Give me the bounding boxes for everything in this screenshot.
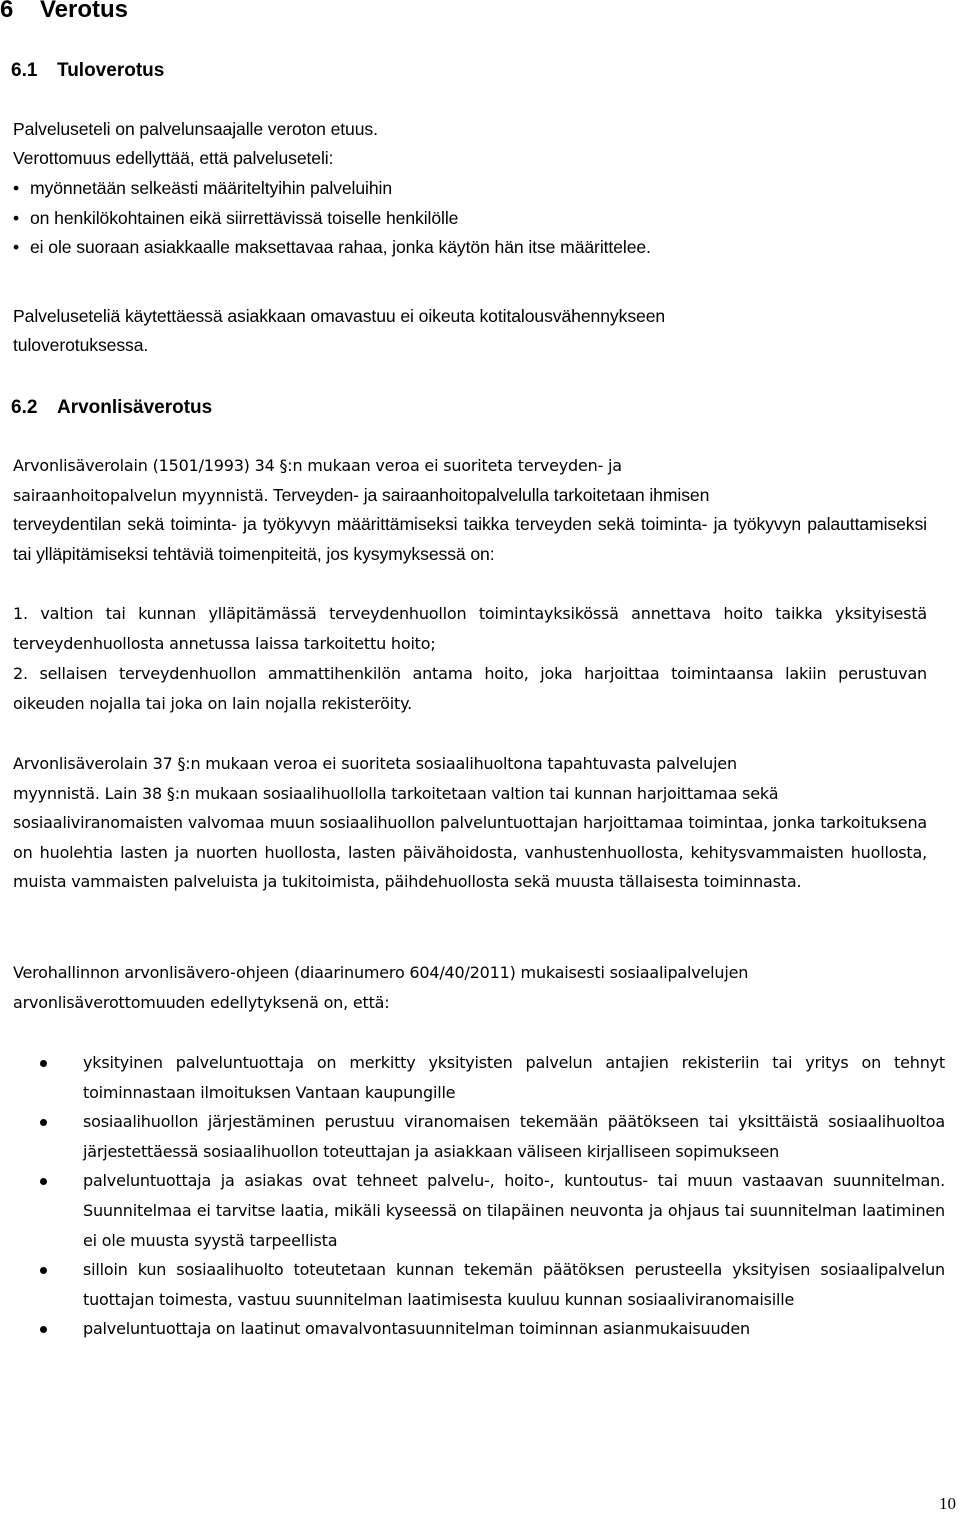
vat-social-paragraph (13, 749, 927, 897)
bullet-icon: • (13, 178, 20, 198)
section-title: Tuloverotus (57, 60, 165, 81)
vat-requirements-list (40, 1048, 945, 1344)
tax-exemption-conditions (13, 174, 651, 263)
list-item: sosiaalihuollon järjestäminen perustuu viranomaisen tekemään päätökseen tai yksittäistä sosiaalihuoltoa järjestettäessä sosiaalihuollon toteuttajan ja asiakkaan väliseen kirjalliseen sopimukseen (40, 1107, 945, 1166)
paragraph-line: Arvonlisäverolain 37 §:n mukaan veroa ei suoriteta sosiaalihuoltona tapahtuvasta palvelujen (13, 754, 737, 773)
bullet-icon (40, 1326, 47, 1333)
bullet-icon: • (13, 207, 20, 228)
bullet-icon (40, 1267, 47, 1274)
list-item: • on henkilökohtainen eikä siirrettävissä toiselle henkilölle (13, 204, 651, 234)
vat-health-paragraph (13, 451, 927, 569)
vat-guideline-paragraph: Verohallinnon arvonlisävero-ohjeen (diaarinumero 604/40/2011) mukaisesti sosiaalipalvelujen arvonlisäverottomuuden edellytyksenä on, että: (13, 963, 749, 1012)
chapter-heading (0, 0, 128, 26)
chapter-number: 6 (0, 0, 14, 23)
household-deduction-note-line-1: Palveluseteliä käytettäessä asiakkaan omavastuu ei oikeuta kotitalousvähennykseen (13, 306, 666, 326)
paragraph-line: sairaanhoitopalvelun myynnistä. Terveyden- ja sairaanhoitopalvelulla tarkoitetaan ihmisen (13, 484, 710, 505)
section-heading-arvonlisaverotus (11, 395, 212, 421)
list-item: silloin kun sosiaalihuolto toteutetaan kunnan tekemän päätöksen perusteella yksityisen sosiaalipalvelun tuottajan toimesta, vastuu suunnitelman laatimisesta kuuluu kunnan sosiaaliviranomaisille (40, 1255, 945, 1314)
section-title: Arvonlisäverotus (57, 397, 213, 418)
list-item: • ei ole suoraan asiakkaalle maksettavaa rahaa, jonka käytön hän itse määrittelee. (13, 233, 651, 263)
vat-health-item-1: 1. valtion tai kunnan ylläpitämässä terveydenhuollon toimintayksikössä annettava hoito taikka yksityisestä terveydenhuollosta annetussa laissa tarkoitettu hoito; (13, 604, 927, 653)
list-item: palveluntuottaja ja asiakas ovat tehneet palvelu-, hoito-, kuntoutus- tai muun vastaavan suunnitelman. Suunnitelmaa ei tarvitse laatia, mikäli kyseessä on tilapäinen neuvonta ja ohjaus tai suunnitelman laatiminen ei ole muusta syystä tarpeellista (40, 1166, 945, 1255)
list-item: yksityinen palveluntuottaja on merkitty yksityisten palvelun antajien rekisteriin tai yritys on tehnyt toiminnastaan ilmoituksen Vantaan kaupungille (40, 1048, 945, 1107)
section-number: 6.1 (11, 60, 38, 81)
household-deduction-note-line-2: tuloverotuksessa. (13, 335, 149, 355)
page-number: 10 (939, 1494, 956, 1513)
chapter-title: Verotus (40, 0, 129, 23)
paragraph-line: Arvonlisäverolain (1501/1993) 34 §:n mukaan veroa ei suoriteta terveyden- ja (13, 456, 622, 475)
bullet-icon (40, 1178, 47, 1185)
list-item: • myönnetään selkeästi määriteltyihin palveluihin (13, 174, 651, 204)
paragraph-line: myynnistä. Lain 38 §:n mukaan sosiaalihuollolla tarkoitetaan valtion tai kunnan harjoittamaa sekä (13, 783, 779, 803)
intro-line-2: Verottomuus edellyttää, että palveluseteli: (13, 148, 334, 168)
paragraph-text: sosiaaliviranomaisten valvomaa muun sosiaalihuollon palveluntuottajan harjoittamaa toimintaa, jonka tarkoituksena on huolehtia lasten ja nuorten huollosta, lasten päivähoidosta, vanhustenhuollosta, kehitysvammaisten huollosta, muista vammaisten palveluista ja tukitoimista, päihdehuollosta sekä muusta tällaisesta toiminnasta. (13, 813, 927, 892)
list-item: palveluntuottaja on laatinut omavalvontasuunnitelman toiminnan asianmukaisuuden (40, 1314, 945, 1344)
bullet-icon (40, 1119, 47, 1126)
bullet-icon: • (13, 237, 20, 258)
paragraph-text: terveydentilan sekä toiminta- ja työkyvyn määrittämiseksi taikka terveyden sekä toiminta- ja työkyvyn palauttamiseksi tai ylläpitämiseksi tehtäviä toimenpiteitä, jos kysymyksessä on: (13, 514, 927, 564)
section-heading-tuloverotus (11, 58, 164, 84)
bullet-icon (40, 1060, 47, 1067)
section-number: 6.2 (11, 397, 38, 418)
vat-health-item-2: 2. sellaisen terveydenhuollon ammattihenkilön antama hoito, joka harjoittaa toimintaansa lakiin perustuvan oikeuden nojalla tai joka on lain nojalla rekisteröity. (13, 664, 927, 713)
intro-line-1: Palveluseteli on palvelunsaajalle veroton etuus. (13, 119, 378, 139)
